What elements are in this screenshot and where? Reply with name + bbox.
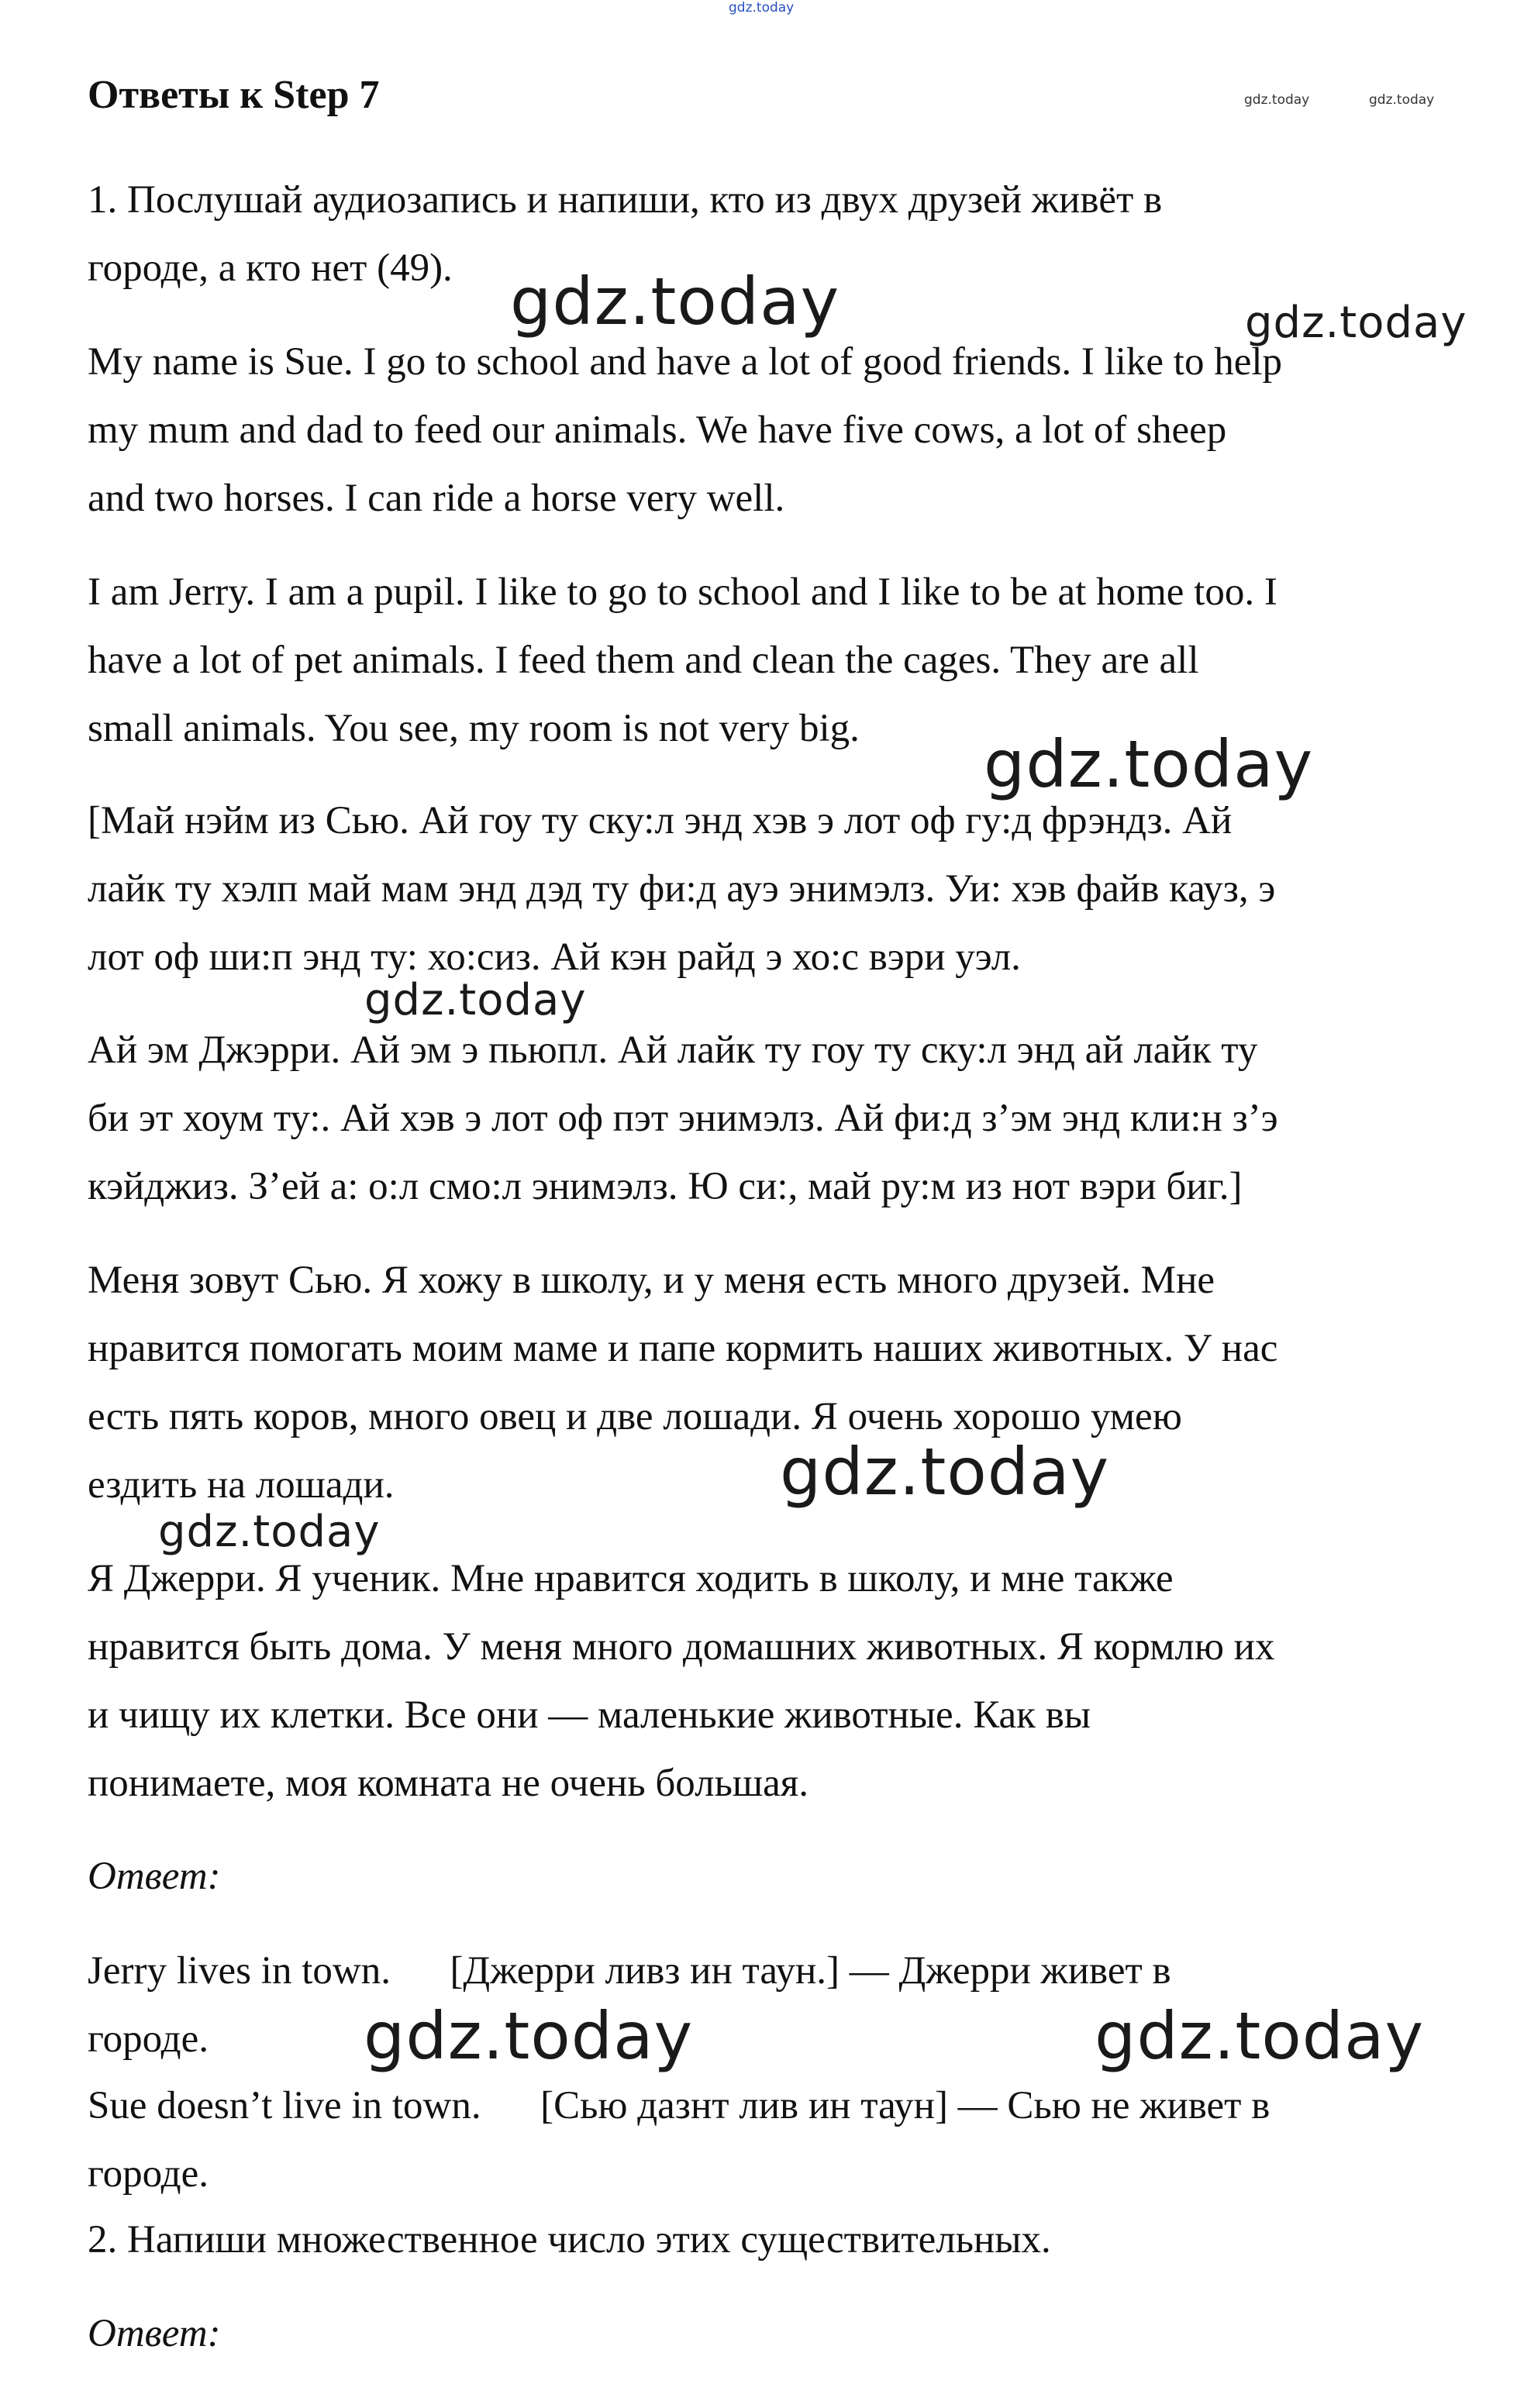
answer-jerry-line: Jerry lives in town. [Джерри ливз ин таун.] — Джерри живет в xyxy=(88,1949,1171,1993)
watermark: gdz.today xyxy=(364,975,587,1025)
watermark: gdz.today xyxy=(510,264,840,339)
sue-english-line: my mum and dad to feed our animals. We have five cows, a lot of sheep xyxy=(88,408,1227,452)
jerry-transcription-line: би эт хоум ту:. Ай хэв э лот оф пэт энимэлз. Ай фи:д з’эм энд кли:н з’э xyxy=(88,1097,1278,1140)
answer-label: Ответ: xyxy=(88,2312,221,2355)
answer-sue-line: городе. xyxy=(88,2152,209,2196)
answer-sue-line: Sue doesn’t live in town. [Сью дазнт лив ин таун] — Сью не живет в xyxy=(88,2084,1270,2127)
jerry-english-line: I am Jerry. I am a pupil. I like to go to school and I like to be at home too. I xyxy=(88,570,1277,614)
jerry-english-line: have a lot of pet animals. I feed them and clean the cages. They are all xyxy=(88,639,1199,682)
task1-line: городе, а кто нет (49). xyxy=(88,246,453,290)
jerry-russian-line: Я Джерри. Я ученик. Мне нравится ходить в школу, и мне также xyxy=(88,1557,1174,1600)
answer-jerry-line: городе. xyxy=(88,2017,209,2061)
jerry-russian-line: понимаете, моя комната не очень большая. xyxy=(88,1762,808,1805)
watermark: gdz.today xyxy=(1245,298,1467,348)
watermark: gdz.today xyxy=(984,726,1314,802)
watermark: gdz.today xyxy=(158,1507,381,1557)
sue-english-line: and two horses. I can ride a horse very well. xyxy=(88,477,785,520)
sue-transcription-line: [Май нэйм из Сью. Ай гоу ту ску:л энд хэв э лот оф гу:д фрэндз. Ай xyxy=(88,799,1233,842)
jerry-transcription-line: кэйджиз. З’ей а: о:л смо:л энимэлз. Ю си:, май ру:м из нот вэри биг.] xyxy=(88,1165,1243,1208)
page-title: Ответы к Step 7 xyxy=(88,73,380,117)
jerry-english-line: small animals. You see, my room is not very big. xyxy=(88,707,860,750)
watermark: gdz.today xyxy=(364,1998,694,2074)
sue-russian-line: нравится помогать моим маме и папе кормить наших животных. У нас xyxy=(88,1327,1278,1370)
answer-label: Ответ: xyxy=(88,1855,221,1898)
watermark: gdz.today xyxy=(780,1434,1110,1510)
sue-russian-line: Меня зовут Сью. Я хожу в школу, и у меня есть много друзей. Мне xyxy=(88,1259,1215,1302)
jerry-russian-line: и чищу их клетки. Все они — маленькие животные. Как вы xyxy=(88,1693,1091,1737)
watermark-header-right: gdz.today xyxy=(1369,92,1435,108)
watermark-top: gdz.today xyxy=(729,0,795,16)
sue-transcription-line: лот оф ши:п энд ту: хо:сиз. Ай кэн райд э хо:с вэри уэл. xyxy=(88,935,1021,979)
task1-line: 1. Послушай аудиозапись и напиши, кто из двух друзей живёт в xyxy=(88,178,1163,222)
watermark-header-left: gdz.today xyxy=(1244,92,1310,108)
jerry-russian-line: нравится быть дома. У меня много домашних животных. Я кормлю их xyxy=(88,1625,1275,1669)
task2-line: 2. Напиши множественное число этих существительных. xyxy=(88,2218,1051,2262)
jerry-transcription-line: Ай эм Джэрри. Ай эм э пьюпл. Ай лайк ту гоу ту ску:л энд ай лайк ту xyxy=(88,1028,1258,1072)
sue-english-line: My name is Sue. I go to school and have a lot of good friends. I like to help xyxy=(88,340,1283,384)
sue-russian-line: ездить на лошади. xyxy=(88,1463,395,1507)
sue-transcription-line: лайк ту хэлп май мам энд дэд ту фи:д ауэ энимэлз. Уи: хэв файв кауз, э xyxy=(88,867,1276,911)
sue-russian-line: есть пять коров, много овец и две лошади. Я очень хорошо умею xyxy=(88,1395,1182,1438)
watermark: gdz.today xyxy=(1095,1998,1425,2074)
